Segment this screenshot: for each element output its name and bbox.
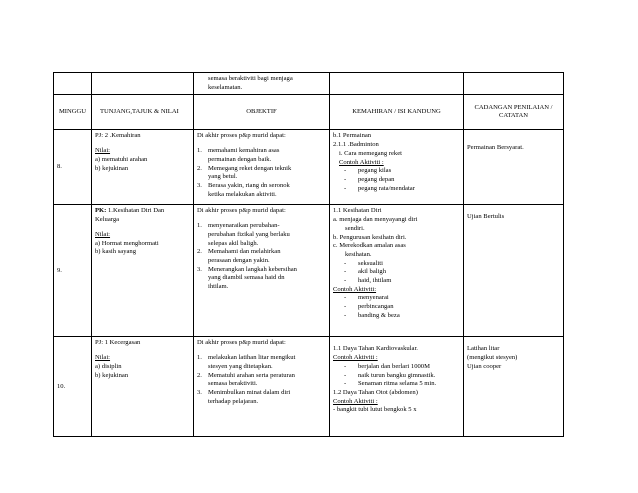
cell-empty [464, 73, 564, 95]
topic-item: - haid, ihtilam [344, 277, 392, 285]
nilai-item: b) kejukinan [95, 164, 129, 172]
content-line: 2.1.1 .Badminton [333, 141, 379, 149]
content-line: b. Pengurusan kesihatn diri. [333, 233, 407, 241]
topic-title: Keluarga [95, 216, 120, 224]
topic-title: PJ: 2 .Kemahiran [95, 132, 141, 140]
content-line: sendiri. [345, 224, 365, 232]
week-number: 9. [54, 205, 92, 337]
objective-item: 2. Memegang reket dengan teknik yang betul. [197, 164, 292, 181]
continuation-objective [194, 73, 330, 95]
activity-item: - perbincangan [344, 303, 394, 311]
activity-item: - menyenarai [344, 294, 389, 302]
table-row [54, 130, 564, 205]
nilai-label: Nilai: [95, 230, 111, 238]
activity-label: Contoh Aktiviti: [333, 285, 377, 293]
content-line: 1.1 Kesihatan Diri [333, 207, 382, 215]
cell-empty [330, 73, 464, 95]
activity-item: - berjalan dan berlari 1000M [344, 362, 430, 370]
activity-label: Contoh Aktiviti : [333, 397, 378, 405]
assessment-cell [464, 337, 564, 437]
objective-item: 1. menyenaraikan perubahan- perubahan fizikal yang berlaku selepas akil baligh. [197, 222, 290, 247]
nilai-item: b) kejukinan [95, 371, 129, 379]
header-cadangan-line: CATATAN [499, 112, 528, 120]
week-number: 10. [54, 337, 92, 437]
activity-item: - pegang depan [344, 175, 395, 183]
lesson-plan-table [53, 72, 564, 437]
cell-empty [92, 73, 194, 95]
topic-title: PJ: 1 Kecergasan [95, 339, 141, 347]
nilai-item: a) disiplin [95, 362, 122, 370]
topic-title: PK: 1.Kesihatan Diri Dan [95, 207, 165, 215]
header-objektif: OBJEKTIF [194, 95, 330, 130]
objective-intro: Di akhir proses p&p murid dapat: [197, 132, 286, 140]
content-cell [330, 130, 464, 205]
topic-cell [92, 205, 194, 337]
content-cell [330, 337, 464, 437]
assessment-text: Latihan litar [467, 345, 500, 353]
nilai-label: Nilai: [95, 147, 111, 155]
content-cell [330, 205, 464, 337]
topic-cell [92, 337, 194, 437]
topic-cell [92, 130, 194, 205]
objective-item: 1. memahami kemahiran asas permainan dengan baik. [197, 147, 280, 163]
objective-cell [194, 337, 330, 437]
assessment-text: (mengikut stesyen) [467, 354, 518, 362]
objective-cell [194, 130, 330, 205]
cell-empty [54, 73, 92, 95]
header-cadangan-line: CADANGAN PENILAIAN / [474, 103, 553, 111]
activity-item: - naik turun bangku gimnastik. [344, 371, 436, 379]
header-minggu: MINGGU [54, 95, 92, 130]
week-number: 8. [54, 130, 92, 205]
activity-label: Contoh Aktiviti : [339, 158, 384, 166]
content-line: c. Merekodkan amalan asas [333, 242, 406, 250]
objective-item: 3. Berasa yakin, riang dn seronok ketika melakukan aktiviti. [197, 181, 290, 198]
activity-item: - pegang rata/mendatar [344, 184, 415, 192]
objective-intro: Di akhir proses p&p murid dapat: [197, 207, 286, 215]
continuation-row [54, 73, 564, 95]
activity-item: - banding & beza [344, 311, 400, 319]
objective-item: 2. Mematuhi arahan serta peraturan semasa beraktiviti. [197, 371, 295, 388]
nilai-label: Nilai: [95, 354, 111, 362]
table-row [54, 205, 564, 337]
content-line: i. Cara memegang reket [339, 149, 402, 157]
nilai-item: b) kasih sayang [95, 248, 137, 256]
objective-item: 3. Menerangkan langkah kebersihan yang diambil semasa haid dn ihtilam. [197, 265, 297, 291]
content-line: 1.1 Daya Tahan Kardiovaskular. [333, 345, 418, 353]
assessment-text: Ujian Bertulis [467, 213, 505, 221]
topic-item: - akil baligh [344, 268, 387, 276]
content-line: a. menjaga dan menyayangi diri [333, 216, 418, 224]
activity-item: - pegang kilas [344, 167, 392, 175]
nilai-item: a) Hormat menghormati [95, 239, 159, 247]
objective-item: 3. Menimbulkan minat dalam diri terhadap pelajaran. [197, 388, 291, 405]
objective-item: 2. Memahami dan melahirkan perasaan dengan yakin. [197, 248, 281, 264]
activity-item: - bangkit tubi lutut bengkok 5 x [333, 406, 417, 414]
content-line: kesihatan. [345, 250, 372, 258]
assessment-text: Ujian cooper [467, 362, 502, 370]
continuation-line: keselamatan. [208, 83, 243, 91]
header-tunjang: TUNJANG,TAJUK & NILAI [92, 95, 194, 130]
table-row [54, 337, 564, 437]
objective-item: 1. melakukan latihan litar mengikut stesyen yang ditetapkan. [197, 354, 296, 370]
header-row [54, 95, 564, 130]
nilai-item: a) mematuhi arahan [95, 155, 148, 163]
header-cadangan [464, 95, 564, 130]
activity-item: - Senaman ritma selama 5 min. [344, 380, 437, 388]
topic-item: - seksualiti [344, 259, 383, 267]
objective-intro: Di akhir proses p&p murid dapat: [197, 339, 286, 347]
header-kemahiran: KEMAHIRAN / ISI KANDUNG [330, 95, 464, 130]
content-line: b.1 Permainan [333, 132, 372, 140]
content-line: 1.2 Daya Tahan Otot (abdomen) [333, 388, 418, 396]
objective-cell [194, 205, 330, 337]
activity-label: Contoh Aktiviti : [333, 354, 378, 362]
assessment-text: Permainan Bersyarat. [467, 144, 524, 152]
assessment-cell [464, 205, 564, 337]
continuation-line: semasa beraktiviti bagi menjaga [208, 75, 293, 82]
assessment-cell [464, 130, 564, 205]
